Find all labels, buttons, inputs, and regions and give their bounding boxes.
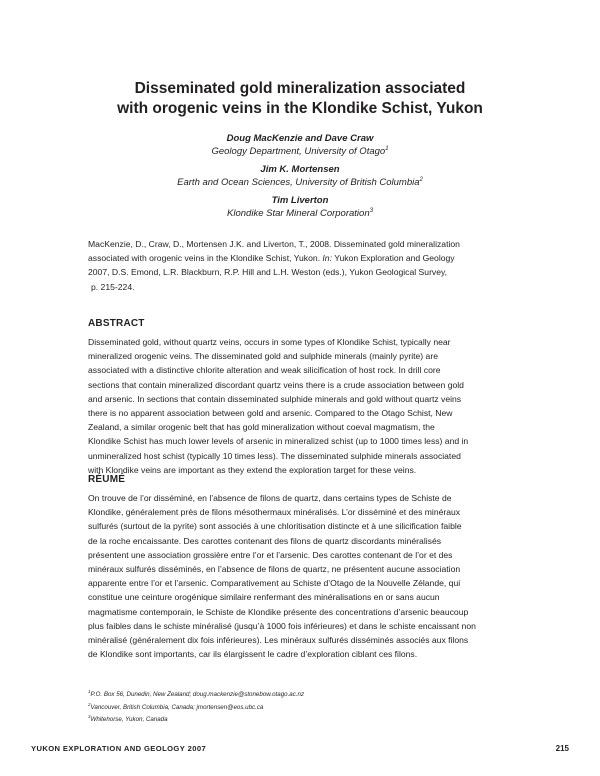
citation-line: 2007, D.S. Emond, L.R. Blackburn, R.P. Hill and L.H. Weston (eds.), Yukon Geological Survey,: [88, 267, 448, 278]
abstract-line: Zealand, a similar orogenic belt that has gold mineralization without coeval magmatism, the: [88, 422, 435, 433]
resume-line: constitue une ceinture orogénique similaire renfermant des minéralisations en or sans aucun: [88, 592, 440, 603]
paper-title: [0, 79, 600, 119]
abstract-line: Klondike Schist has much lower levels of arsenic in mineralized schist (up to 1000 times less) and in: [88, 436, 469, 447]
paper-title-line-2: with orogenic veins in the Klondike Schist, Yukon: [117, 100, 483, 117]
paper-title-line-1: Disseminated gold mineralization associated: [134, 80, 466, 97]
resume-line: plus faibles dans le schiste minéralisé (jusqu’à 1000 fois inférieures) et dans le schiste encaissant non: [88, 620, 476, 631]
footnote-1: $^1$P.O. Box 56, Dunedin, New Zealand; doug.mackenzie@stonebow.otago.ac.nz: [88, 688, 305, 698]
author-name: Tim Liverton: [271, 195, 329, 206]
resume-line: de Klondike sont importants, car ils élargissent le cadre d’exploration ciblant ces filons.: [88, 649, 418, 660]
abstract-line: associated with a distinctive chlorite alteration and weak silicification of host rock. In drill core: [88, 365, 441, 376]
resume-heading: RÉUMÉ: [88, 474, 126, 485]
abstract-heading: ABSTRACT: [88, 318, 145, 329]
abstract-line: there is no apparent association between gold and arsenic. Compared to the Otago Schist, New: [88, 408, 453, 419]
resume-line: présentent une association grossière entre l’or et l’arsenic. Des carottes contenant de l’or et des: [88, 549, 453, 560]
citation-line: MacKenzie, D., Craw, D., Mortensen J.K. and Liverton, T., 2008. Disseminated gold mineralization: [88, 239, 460, 249]
citation-block: [88, 237, 518, 294]
footnotes: [88, 689, 304, 727]
resume-line: de la roche encaissante. Des carottes contenant des filons de quartz discordants minéralisés: [88, 535, 442, 546]
resume-line: minéralisé (généralement dix fois inférieures). Les minéraux sulfurés disséminés associés aux filons: [88, 635, 469, 646]
abstract-body: [88, 335, 520, 477]
journal-footer: YUKON EXPLORATION AND GEOLOGY 2007: [31, 744, 207, 753]
author-name: Doug MacKenzie and Dave Craw: [226, 133, 374, 144]
resume-line: minéraux sulfurés disséminés, en l’absence de filons de quartz, ne présentent aucune association: [88, 564, 461, 575]
abstract-line: unmineralized host schist (typically 10 times less). The disseminated sulphide minerals associated: [88, 450, 461, 461]
abstract-line: mineralized orogenic veins. The disseminated gold and sulphide minerals (mainly pyrite) are: [88, 351, 438, 362]
abstract-line: with Klondike veins are important as they extend the exploration target for these veins.: [88, 464, 417, 475]
abstract-line: sections that contain mineralized discordant quartz veins there is a crude association between gold: [88, 379, 464, 390]
resume-line: On trouve de l’or disséminé, en l’absence de filons de quartz, dans certains types de Schiste de: [88, 493, 452, 503]
page-number: 215: [555, 744, 569, 753]
citation-line: associated with orogenic veins in the Klondike Schist, Yukon. In: Yukon Exploration and Geology: [88, 253, 455, 264]
footnote-2: $^2$Vancouver, British Columbia, Canada; jmortensen@eos.ubc.ca: [88, 701, 264, 711]
resume-line: sulfurés (surtout de la pyrite) sont associés à une chloritisation distincte et à une silicification faible: [88, 521, 462, 532]
author-group-3: [0, 194, 600, 220]
citation-line: p. 215-224.: [91, 281, 135, 292]
abstract-line: Disseminated gold, without quartz veins, occurs in some types of Klondike Schist, typically near: [88, 337, 451, 347]
resume-line: apparente entre l’or et l’arsenic. Comparativement au Schiste d’Otago de la Nouvelle Zélande, qui: [88, 578, 461, 589]
author-affiliation: Geology Department, University of Otago$^1$: [211, 145, 389, 157]
footnote-3: $^3$Whitehorse, Yukon, Canada: [88, 713, 168, 723]
abstract-line: and arsenic. In sections that contain disseminated sulphide minerals and gold without quartz veins: [88, 393, 462, 404]
author-name: Jim K. Mortensen: [260, 164, 340, 175]
author-group-2: [0, 163, 600, 189]
resume-line: Klondike, généralement près de filons mésothermaux minéralisés. L’or disséminé et des minéraux: [88, 507, 461, 518]
resume-body: [88, 491, 520, 661]
author-affiliation: Klondike Star Mineral Corporation$^3$: [227, 207, 373, 219]
author-group-1: [0, 132, 600, 158]
author-affiliation: Earth and Ocean Sciences, University of British Columbia$^2$: [177, 176, 423, 188]
resume-line: magmatisme contemporain, le Schiste de Klondike présente des concentrations d’arsenic beaucoup: [88, 606, 469, 617]
